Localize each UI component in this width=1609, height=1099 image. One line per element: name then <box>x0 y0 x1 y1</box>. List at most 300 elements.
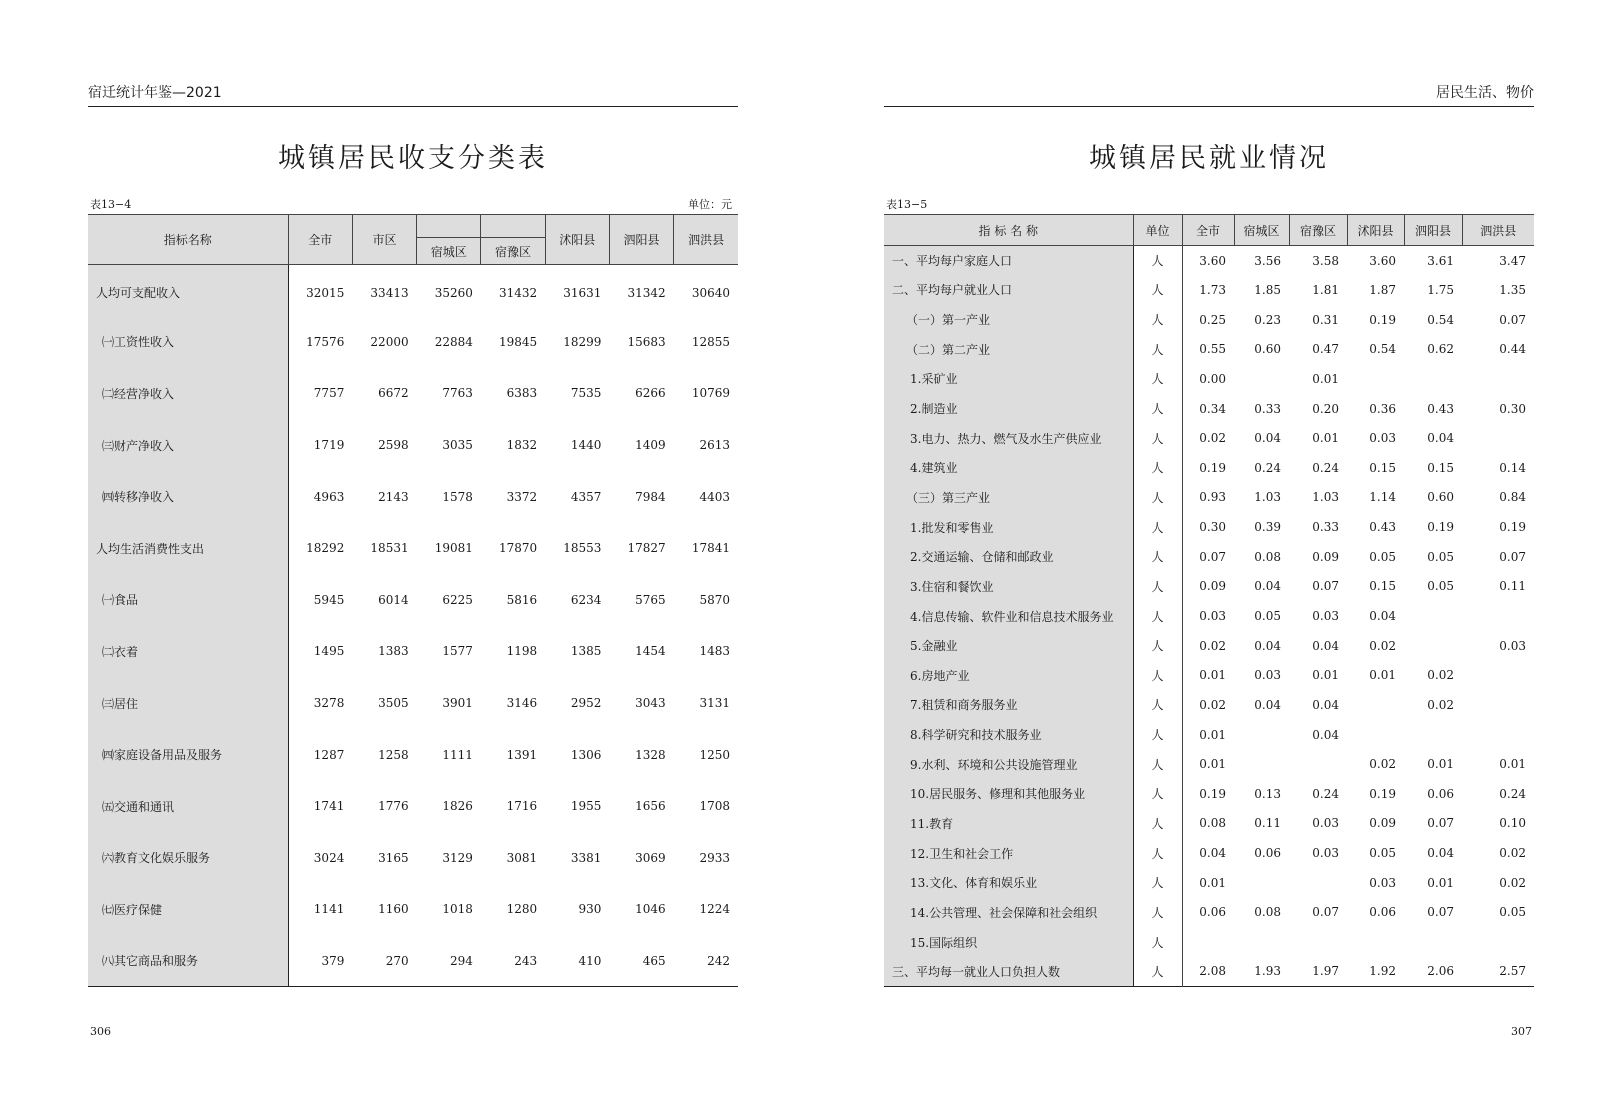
cell-value: 0.04 <box>1312 727 1339 742</box>
cell-value <box>1462 364 1534 394</box>
cell-value: 4403 <box>699 489 730 504</box>
row-label: ㈡衣着 <box>88 626 288 678</box>
cell-value <box>1289 927 1347 957</box>
cell-value: 1.35 <box>1499 282 1526 297</box>
cell-value: 0.03 <box>1254 668 1281 683</box>
cell-value: 0.04 <box>1427 846 1454 861</box>
cell-value <box>1289 749 1347 779</box>
cell-value: 22884 <box>434 334 473 349</box>
cell-value: 0.05 <box>1427 549 1454 564</box>
cell-value: 3.58 <box>1312 253 1339 268</box>
table-code: 表13−4 <box>90 198 132 211</box>
row-label: 1.采矿业 <box>884 364 1133 394</box>
cell-value: 0.13 <box>1254 786 1281 801</box>
table-row <box>884 512 1534 542</box>
table-row <box>884 898 1534 928</box>
cell-value: 3146 <box>506 696 538 711</box>
cell-value: 0.19 <box>1369 786 1396 801</box>
cell-value <box>1462 423 1534 453</box>
cell-unit: 人 <box>1133 927 1182 957</box>
right-page <box>884 0 1534 1099</box>
cell-value: 0.06 <box>1199 905 1226 920</box>
cell-value: 0.07 <box>1312 579 1339 594</box>
cell-value <box>1404 601 1462 631</box>
cell-value: 0.47 <box>1312 342 1339 357</box>
cell-value: 5816 <box>506 592 538 607</box>
cell-value: 1306 <box>570 747 602 762</box>
cell-value: 3131 <box>699 696 730 711</box>
table-row <box>884 631 1534 661</box>
cell-value: 3.61 <box>1427 253 1454 268</box>
cell-value: 0.19 <box>1427 520 1454 535</box>
cell-value: 0.36 <box>1369 401 1396 416</box>
cell-unit: 人 <box>1133 572 1182 602</box>
cell-value: 0.03 <box>1369 875 1396 890</box>
row-label: 15.国际组织 <box>884 927 1133 957</box>
cell-value: 1258 <box>378 747 409 762</box>
cell-value: 0.19 <box>1199 460 1226 475</box>
cell-value: 31432 <box>498 285 538 300</box>
cell-value: 1385 <box>570 644 602 659</box>
cell-value: 0.03 <box>1312 816 1339 831</box>
cell-value: 15683 <box>627 334 666 349</box>
header-siyang: 泗阳县 <box>1404 215 1462 246</box>
row-label: ㈢财产净收入 <box>88 419 288 471</box>
cell-value: 0.15 <box>1369 579 1396 594</box>
cell-unit: 人 <box>1133 660 1182 690</box>
row-label: 人均生活消费性支出 <box>88 522 288 574</box>
table-row <box>88 935 738 987</box>
table-code: 表13−5 <box>886 198 928 211</box>
header-siyang: 泗阳县 <box>609 215 673 265</box>
cell-value: 6672 <box>378 386 409 401</box>
cell-value: 0.01 <box>1312 668 1339 683</box>
cell-value: 1716 <box>506 799 538 814</box>
cell-value: 1018 <box>442 902 473 917</box>
table-row <box>884 483 1534 513</box>
row-label: （二）第二产业 <box>884 334 1133 364</box>
running-head <box>884 84 1534 107</box>
table-row <box>88 471 738 523</box>
cell-value: 0.03 <box>1499 638 1526 653</box>
table-row <box>88 265 738 317</box>
table-row <box>884 394 1534 424</box>
cell-value: 0.19 <box>1199 786 1226 801</box>
cell-value: 0.09 <box>1369 816 1396 831</box>
cell-value: 0.30 <box>1499 401 1526 416</box>
cell-value: 0.24 <box>1254 460 1281 475</box>
cell-value: 1250 <box>699 747 730 762</box>
row-label: 2.制造业 <box>884 394 1133 424</box>
unit-label: 单位：元 <box>688 198 732 211</box>
row-label: ㈠工资性收入 <box>88 316 288 368</box>
cell-value: 0.04 <box>1254 697 1281 712</box>
cell-value: 0.04 <box>1199 846 1226 861</box>
row-label: 7.租赁和商务服务业 <box>884 690 1133 720</box>
table-row <box>884 809 1534 839</box>
cell-value: 0.19 <box>1499 520 1526 535</box>
cell-value: 0.30 <box>1199 520 1226 535</box>
cell-value: 1.14 <box>1369 490 1396 505</box>
header-suyu: 宿豫区 <box>481 238 545 265</box>
header-sucheng: 宿城区 <box>417 238 481 265</box>
cell-value: 1.73 <box>1199 282 1226 297</box>
table-row <box>884 246 1534 276</box>
cell-value: 0.01 <box>1499 757 1526 772</box>
table-row <box>88 368 738 420</box>
cell-value: 930 <box>578 902 602 917</box>
table-row <box>884 334 1534 364</box>
table-row <box>884 749 1534 779</box>
cell-unit: 人 <box>1133 512 1182 542</box>
cell-value: 0.04 <box>1427 431 1454 446</box>
cell-value <box>1462 927 1534 957</box>
table-row <box>884 868 1534 898</box>
cell-unit: 人 <box>1133 749 1182 779</box>
cell-value <box>1347 927 1404 957</box>
table-row <box>884 927 1534 957</box>
header-all-city: 全市 <box>288 215 352 265</box>
cell-value: 2598 <box>378 438 409 453</box>
cell-value: 6014 <box>378 592 409 607</box>
cell-value: 0.03 <box>1312 609 1339 623</box>
cell-value: 0.05 <box>1499 905 1526 920</box>
cell-value: 1.03 <box>1312 490 1339 505</box>
cell-value <box>1347 690 1404 720</box>
row-label: 人均可支配收入 <box>88 265 288 317</box>
cell-value: 242 <box>707 953 730 968</box>
cell-value: 0.34 <box>1199 401 1226 416</box>
cell-unit: 人 <box>1133 868 1182 898</box>
cell-value: 0.04 <box>1312 638 1339 653</box>
cell-value: 0.20 <box>1312 401 1339 416</box>
cell-value: 0.15 <box>1427 460 1454 475</box>
cell-value: 1656 <box>635 799 666 814</box>
cell-value: 0.10 <box>1499 816 1526 831</box>
cell-value: 0.02 <box>1199 638 1226 653</box>
row-label: ㈣家庭设备用品及服务 <box>88 729 288 781</box>
cell-value: 0.03 <box>1199 609 1226 623</box>
cell-value: 0.02 <box>1427 697 1454 712</box>
cell-value: 0.31 <box>1312 312 1339 327</box>
cell-value: 6266 <box>635 386 666 401</box>
cell-value: 0.06 <box>1427 786 1454 801</box>
cell-value: 0.01 <box>1312 431 1339 446</box>
table-row <box>884 690 1534 720</box>
row-label: 3.电力、热力、燃气及水生产供应业 <box>884 423 1133 453</box>
cell-value: 1454 <box>635 644 666 659</box>
cell-value: 18299 <box>563 334 602 349</box>
table-row <box>884 660 1534 690</box>
cell-value: 0.07 <box>1199 549 1226 564</box>
header-spacer <box>481 215 545 238</box>
header-suyu: 宿豫区 <box>1289 215 1347 246</box>
table-row <box>884 305 1534 335</box>
cell-value: 3.47 <box>1499 253 1526 268</box>
cell-value: 3129 <box>442 850 473 865</box>
cell-value: 0.01 <box>1199 727 1226 742</box>
cell-value: 1.85 <box>1254 282 1281 297</box>
cell-value: 0.11 <box>1254 816 1281 831</box>
header-sucheng: 宿城区 <box>1234 215 1289 246</box>
cell-value: 3381 <box>570 850 602 865</box>
cell-value: 0.54 <box>1427 312 1454 327</box>
cell-value: 3901 <box>442 696 473 711</box>
cell-value: 1.81 <box>1312 282 1339 297</box>
table-meta <box>884 196 1534 212</box>
row-label: ㈢居住 <box>88 677 288 729</box>
cell-value: 0.04 <box>1254 638 1281 653</box>
row-label: ㈦医疗保健 <box>88 884 288 936</box>
cell-value: 1832 <box>506 438 538 453</box>
cell-value: 1.92 <box>1369 964 1396 979</box>
cell-value: 0.43 <box>1369 520 1396 535</box>
cell-value: 7984 <box>635 489 666 504</box>
cell-value: 0.14 <box>1499 460 1526 475</box>
cell-value: 2.57 <box>1499 964 1526 979</box>
table-row <box>884 720 1534 750</box>
cell-value: 1440 <box>570 438 602 453</box>
cell-value: 17576 <box>306 334 345 349</box>
cell-value: 0.01 <box>1199 668 1226 683</box>
table-row <box>884 838 1534 868</box>
cell-value: 17841 <box>691 541 730 556</box>
cell-value <box>1289 868 1347 898</box>
cell-value: 0.60 <box>1254 342 1281 357</box>
table-row <box>88 522 738 574</box>
table-row <box>884 275 1534 305</box>
cell-value: 0.08 <box>1254 905 1281 920</box>
cell-value: 0.02 <box>1499 875 1526 890</box>
income-expenditure-table <box>88 214 738 987</box>
cell-value: 0.04 <box>1369 609 1396 623</box>
row-label: 1.批发和零售业 <box>884 512 1133 542</box>
cell-value: 0.05 <box>1427 579 1454 594</box>
cell-value: 17870 <box>498 541 538 556</box>
cell-unit: 人 <box>1133 898 1182 928</box>
cell-value: 0.01 <box>1312 371 1339 386</box>
cell-value: 1.97 <box>1312 964 1339 979</box>
cell-value: 1328 <box>635 747 666 762</box>
cell-value <box>1462 690 1534 720</box>
cell-value: 0.05 <box>1369 846 1396 861</box>
cell-value: 0.02 <box>1499 846 1526 861</box>
cell-value <box>1462 720 1534 750</box>
cell-value: 1280 <box>506 902 538 917</box>
table-row <box>884 572 1534 602</box>
page-title: 城镇居民就业情况 <box>1089 143 1329 174</box>
row-label: 二、平均每户就业人口 <box>884 275 1133 305</box>
cell-value: 0.24 <box>1312 786 1339 801</box>
cell-value: 5870 <box>699 592 730 607</box>
cell-value: 1409 <box>635 438 666 453</box>
cell-unit: 人 <box>1133 483 1182 513</box>
cell-value <box>1462 601 1534 631</box>
cell-unit: 人 <box>1133 334 1182 364</box>
cell-value: 0.08 <box>1254 549 1281 564</box>
row-label: 6.房地产业 <box>884 660 1133 690</box>
cell-value: 410 <box>578 953 602 968</box>
cell-value: 18553 <box>563 541 602 556</box>
cell-value <box>1347 364 1404 394</box>
header-indicator-name: 指 标 名 称 <box>884 215 1133 246</box>
cell-value: 0.23 <box>1254 312 1281 327</box>
table-meta <box>88 196 738 212</box>
cell-value <box>1462 660 1534 690</box>
table-row <box>88 884 738 936</box>
row-label: （一）第一产业 <box>884 305 1133 335</box>
table-row <box>884 453 1534 483</box>
cell-value: 1391 <box>506 747 538 762</box>
cell-value: 1483 <box>699 644 730 659</box>
cell-value: 1.03 <box>1254 490 1281 505</box>
cell-value: 0.54 <box>1369 342 1396 357</box>
row-label: 4.建筑业 <box>884 453 1133 483</box>
left-page <box>88 0 738 1099</box>
cell-value: 0.15 <box>1369 460 1396 475</box>
cell-value: 1578 <box>442 489 473 504</box>
row-label: 9.水利、环境和公共设施管理业 <box>884 749 1133 779</box>
cell-value: 1577 <box>442 644 473 659</box>
row-label: ㈥教育文化娱乐服务 <box>88 832 288 884</box>
table-row <box>88 316 738 368</box>
cell-value: 0.07 <box>1427 816 1454 831</box>
cell-value: 0.08 <box>1199 816 1226 831</box>
cell-value: 0.05 <box>1369 549 1396 564</box>
header-sihong: 泗洪县 <box>1462 215 1534 246</box>
row-label: 3.住宿和餐饮业 <box>884 572 1133 602</box>
cell-value <box>1347 720 1404 750</box>
cell-value <box>1234 749 1289 779</box>
cell-value: 33413 <box>370 285 409 300</box>
header-unit: 单位 <box>1133 215 1182 246</box>
cell-value: 3069 <box>635 850 666 865</box>
cell-value: 4963 <box>313 489 345 504</box>
cell-value: 1741 <box>313 799 345 814</box>
page-number: 306 <box>90 1025 111 1038</box>
cell-value: 3165 <box>378 850 409 865</box>
header-sihong: 泗洪县 <box>674 215 738 265</box>
cell-value: 5765 <box>635 592 666 607</box>
cell-value <box>1234 720 1289 750</box>
cell-value <box>1404 927 1462 957</box>
cell-value: 3278 <box>313 696 345 711</box>
cell-value: 0.01 <box>1427 875 1454 890</box>
cell-unit: 人 <box>1133 690 1182 720</box>
cell-value: 0.11 <box>1499 579 1526 594</box>
cell-value: 6383 <box>506 386 538 401</box>
cell-value: 3024 <box>313 850 345 865</box>
cell-value: 0.60 <box>1427 490 1454 505</box>
cell-value: 17827 <box>627 541 666 556</box>
cell-value: 0.00 <box>1199 371 1226 386</box>
cell-value: 0.02 <box>1427 668 1454 683</box>
cell-value: 1111 <box>442 747 473 762</box>
cell-value: 0.02 <box>1369 638 1396 653</box>
cell-value: 32015 <box>306 285 345 300</box>
cell-value: 0.39 <box>1254 520 1281 535</box>
row-label: ㈧其它商品和服务 <box>88 935 288 987</box>
row-label: 4.信息传输、软件业和信息技术服务业 <box>884 601 1133 631</box>
cell-value: 4357 <box>570 489 602 504</box>
chapter-title: 居民生活、物价 <box>1436 85 1534 101</box>
cell-value: 0.04 <box>1254 579 1281 594</box>
cell-value: 31631 <box>563 285 602 300</box>
cell-value: 1.75 <box>1427 282 1454 297</box>
row-label: 11.教育 <box>884 809 1133 839</box>
cell-value: 0.09 <box>1312 549 1339 564</box>
cell-value: 19081 <box>434 541 473 556</box>
cell-value: 7535 <box>570 386 602 401</box>
cell-value: 294 <box>449 953 473 968</box>
header-urban-district: 市区 <box>352 215 416 265</box>
cell-value: 22000 <box>370 334 409 349</box>
cell-value: 0.07 <box>1312 905 1339 920</box>
cell-value: 0.07 <box>1427 905 1454 920</box>
page-title: 城镇居民收支分类表 <box>278 143 548 174</box>
cell-value: 1046 <box>635 902 666 917</box>
row-label: 12.卫生和社会工作 <box>884 838 1133 868</box>
cell-value <box>1404 364 1462 394</box>
cell-value <box>1234 927 1289 957</box>
header-all-city: 全市 <box>1182 215 1234 246</box>
cell-value: 2613 <box>699 438 730 453</box>
table-row <box>88 780 738 832</box>
cell-value: 18531 <box>370 541 409 556</box>
cell-value: 1287 <box>313 747 345 762</box>
cell-value: 0.03 <box>1312 846 1339 861</box>
cell-value: 0.06 <box>1369 905 1396 920</box>
table-row <box>884 601 1534 631</box>
cell-value: 0.25 <box>1199 312 1226 327</box>
cell-value: 0.33 <box>1254 401 1281 416</box>
cell-unit: 人 <box>1133 542 1182 572</box>
yearbook-title: 宿迁统计年鉴—2021 <box>88 85 222 101</box>
cell-unit: 人 <box>1133 364 1182 394</box>
cell-unit: 人 <box>1133 601 1182 631</box>
table-row <box>884 779 1534 809</box>
cell-value: 0.07 <box>1499 549 1526 564</box>
cell-value <box>1182 927 1234 957</box>
row-label: 一、平均每户家庭人口 <box>884 246 1133 276</box>
cell-value: 0.62 <box>1427 342 1454 357</box>
cell-value: 1383 <box>378 644 409 659</box>
cell-value: 0.09 <box>1199 579 1226 594</box>
cell-unit: 人 <box>1133 957 1182 987</box>
cell-unit: 人 <box>1133 838 1182 868</box>
cell-value: 0.03 <box>1369 431 1396 446</box>
cell-value: 1224 <box>699 902 730 917</box>
cell-value: 10769 <box>691 386 730 401</box>
cell-value: 18292 <box>306 541 345 556</box>
table-row <box>884 542 1534 572</box>
cell-value: 0.84 <box>1499 490 1526 505</box>
table-row <box>884 423 1534 453</box>
cell-value: 6234 <box>570 592 602 607</box>
cell-value: 3505 <box>378 696 409 711</box>
cell-value: 243 <box>514 953 538 968</box>
cell-value: 0.01 <box>1199 875 1226 890</box>
row-label: 13.文化、体育和娱乐业 <box>884 868 1133 898</box>
cell-value: 1.93 <box>1254 964 1281 979</box>
cell-value: 0.01 <box>1199 757 1226 772</box>
cell-value: 3081 <box>506 850 538 865</box>
table-row <box>88 419 738 471</box>
cell-value: 3.60 <box>1369 253 1396 268</box>
row-label: 5.金融业 <box>884 631 1133 661</box>
row-label: ㈤交通和通讯 <box>88 780 288 832</box>
cell-value: 1.87 <box>1369 282 1396 297</box>
